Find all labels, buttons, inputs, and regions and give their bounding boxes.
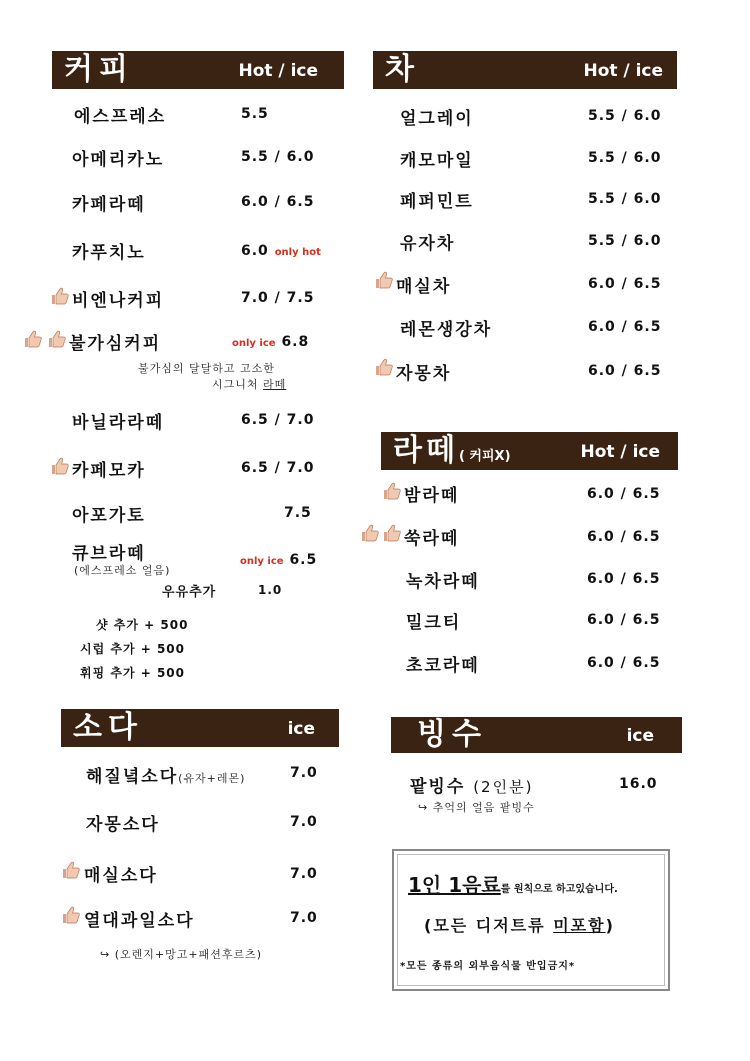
- menu-price: 6.0 / 6.5: [587, 529, 661, 545]
- tea-temps: Hot / ice: [583, 61, 663, 81]
- menu-price: [241, 243, 321, 259]
- menu-price: 6.5 / 7.0: [241, 412, 315, 428]
- menu-item: 자몽차: [396, 364, 452, 384]
- menu-price: 7.0 / 7.5: [241, 290, 315, 306]
- desc-text: 추억의 얼음 팥빙수: [432, 801, 535, 814]
- only-ice-note: only ice: [232, 338, 276, 349]
- extra-option: 샷 추가 + 500: [96, 618, 189, 632]
- extra-option: 휘핑 추가 + 500: [80, 666, 186, 680]
- menu-price: 5.5 / 6.0: [241, 149, 315, 165]
- notice-line-1: [408, 869, 618, 898]
- thumbs-up-icon: [374, 270, 394, 290]
- menu-item: 카페모카: [72, 461, 146, 481]
- menu-price: 6.0 / 6.5: [588, 276, 662, 292]
- tea-header: [373, 51, 677, 89]
- only-ice-note: only ice: [240, 556, 284, 567]
- menu-item: 얼그레이: [400, 109, 474, 129]
- menu-item: 매실차: [396, 277, 452, 297]
- menu-item: 카페라떼: [72, 195, 146, 215]
- bingsu-header: [391, 717, 682, 753]
- soda-header: [61, 709, 339, 747]
- menu-item: 아포가토: [72, 506, 146, 526]
- milk-add-price: 1.0: [258, 583, 283, 597]
- menu-price: 7.0: [290, 765, 318, 781]
- menu-price: 5.5 / 6.0: [588, 108, 662, 124]
- return-arrow-icon: ↪: [100, 948, 111, 961]
- latte-title-text: 라떼: [393, 433, 459, 468]
- menu-price: 5.5 / 6.0: [588, 150, 662, 166]
- notice-line2-text: (모든 디저트류: [424, 916, 554, 935]
- menu-item: 불가심커피: [69, 334, 162, 354]
- menu-item: 큐브라떼: [72, 544, 146, 564]
- menu-item: 페퍼민트: [400, 192, 474, 212]
- notice-box: [392, 849, 670, 991]
- menu-price: 6.0 / 6.5: [587, 571, 661, 587]
- extra-option: 시럽 추가 + 500: [80, 642, 186, 656]
- return-arrow-icon: ↪: [418, 801, 429, 814]
- menu-item: 밀크티: [406, 613, 462, 633]
- menu-price: 6.0 / 6.5: [587, 486, 661, 502]
- menu-item: 녹차라떼: [406, 572, 480, 592]
- soda-title: 소다: [73, 710, 143, 745]
- notice-line-3: *모든 종류의 외부음식물 반입금지*: [400, 961, 576, 972]
- milk-add-label: 우유추가: [162, 585, 217, 600]
- menu-item: 아메리카노: [72, 150, 165, 170]
- notice-line-2: [424, 913, 615, 936]
- thumbs-up-icon: [374, 357, 394, 377]
- menu-price: 6.0 / 6.5: [587, 655, 661, 671]
- item-name: 팥빙수: [410, 777, 466, 797]
- thumbs-up-icon: [23, 329, 43, 349]
- desc-text: 시그니처: [212, 378, 264, 391]
- thumbs-up-icon: [50, 286, 70, 306]
- menu-price: 7.5: [284, 505, 312, 521]
- bingsu-description: [418, 799, 535, 815]
- menu-item: 초코라떼: [406, 656, 480, 676]
- coffee-header: [52, 51, 344, 89]
- thumbs-up-icon: [360, 523, 380, 543]
- menu-item: 바닐라라떼: [72, 413, 165, 433]
- latte-header: [381, 432, 678, 470]
- menu-item: 열대과일소다: [84, 911, 195, 931]
- item-name: 해질녘소다: [86, 767, 179, 787]
- menu-price: 6.0 / 6.5: [588, 319, 662, 335]
- menu-item: 쑥라떼: [404, 529, 460, 549]
- menu-item: 카푸치노: [72, 243, 146, 263]
- menu-item: 유자차: [400, 234, 456, 254]
- menu-price: 6.5 / 7.0: [241, 460, 315, 476]
- thumbs-up-icon: [382, 481, 402, 501]
- item-description: [212, 376, 286, 392]
- latte-subtitle: ( 커피X): [458, 449, 511, 464]
- thumbs-up-icon: [61, 905, 81, 925]
- menu-price: 7.0: [290, 814, 318, 830]
- soda-temps: ice: [287, 719, 315, 739]
- menu-price: 6.0 / 6.5: [241, 194, 315, 210]
- thumbs-up-icon: [50, 456, 70, 476]
- thumbs-up-icon: [382, 523, 402, 543]
- menu-price: 5.5 / 6.0: [588, 191, 662, 207]
- only-hot-note: only hot: [274, 247, 321, 258]
- menu-item: 레몬생강차: [400, 320, 493, 340]
- coffee-title: 커피: [64, 52, 134, 87]
- menu-item: [86, 762, 245, 787]
- menu-item: 캐모마일: [400, 151, 474, 171]
- price-value: 6.8: [281, 334, 310, 350]
- menu-price: 7.0: [290, 910, 318, 926]
- menu-item: 비엔나커피: [72, 291, 165, 311]
- bingsu-temps: ice: [626, 726, 654, 746]
- menu-item: 자몽소다: [86, 815, 160, 835]
- menu-item: 에스프레소: [74, 107, 167, 127]
- thumbs-up-icon: [61, 860, 81, 880]
- latte-title: [393, 432, 511, 476]
- notice-rest: 를 원칙으로 하고있습니다.: [500, 884, 618, 895]
- soda-footnote: [100, 946, 262, 962]
- menu-item: [410, 772, 533, 797]
- bingsu-title: 빙수: [417, 717, 487, 752]
- notice-big: 1인 1음료: [408, 873, 501, 897]
- menu-price: [232, 334, 309, 350]
- menu-price: 6.0 / 6.5: [588, 363, 662, 379]
- item-sub: (유자+레몬): [178, 772, 246, 785]
- menu-item: 매실소다: [84, 866, 158, 886]
- item-sub: (2인분): [473, 778, 534, 796]
- notice-line2-underlined: 미포함: [553, 916, 606, 935]
- coffee-temps: Hot / ice: [238, 61, 318, 81]
- price-value: 6.0: [241, 243, 269, 259]
- menu-price: 16.0: [619, 776, 658, 792]
- thumbs-up-icon: [47, 329, 67, 349]
- price-value: 6.5: [289, 552, 318, 568]
- item-description: 불가심의 달달하고 고소한: [138, 362, 275, 375]
- menu-price: 5.5 / 6.0: [588, 233, 662, 249]
- item-description: (에스프레소 얼음): [74, 564, 171, 577]
- menu-price: [240, 552, 317, 568]
- menu-item: 밤라떼: [404, 486, 460, 506]
- notice-line2-end: ): [605, 916, 615, 935]
- menu-price: 5.5: [241, 106, 269, 122]
- menu-price: 7.0: [290, 866, 318, 882]
- tea-title: 차: [385, 52, 420, 87]
- footnote-text: (오렌지+망고+패션후르츠): [114, 948, 262, 961]
- menu-price: 6.0 / 6.5: [587, 612, 661, 628]
- latte-temps: Hot / ice: [580, 442, 660, 462]
- desc-underlined: 라떼: [263, 378, 287, 391]
